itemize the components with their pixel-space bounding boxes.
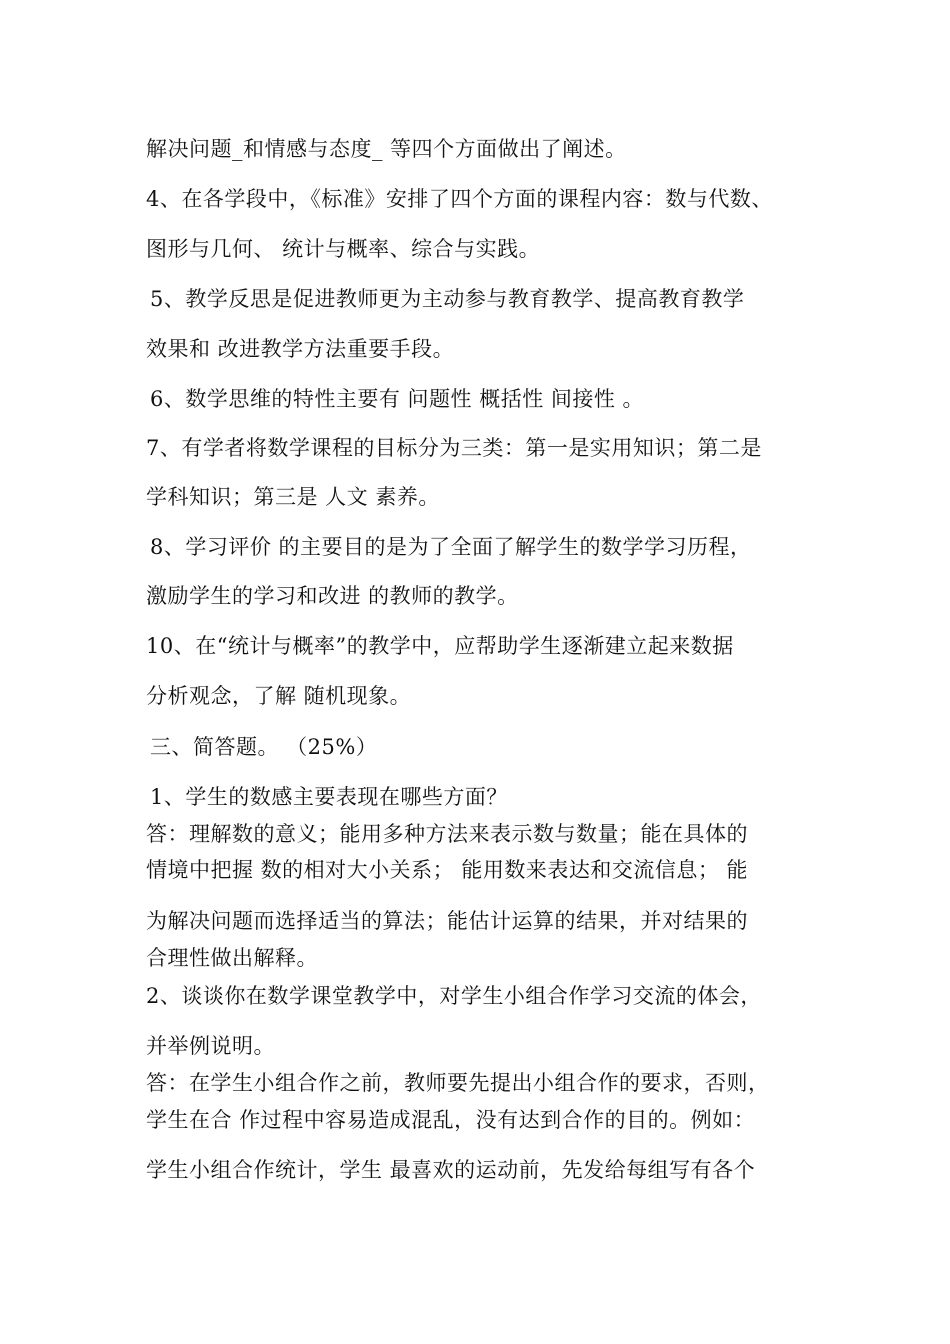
answer-line: 为解决问题而选择适当的算法；能估计运算的结果，并对结果的: [146, 909, 748, 933]
text-line: 激励学生的学习和改进 的教师的教学。: [146, 584, 519, 608]
question-line: 1、学生的数感主要表现在哪些方面？: [150, 785, 508, 809]
text-line: 学科知识；第三是 人文 素养。: [146, 485, 440, 509]
text-line: 6、数学思维的特性主要有 问题性 概括性 间接性 。: [150, 387, 645, 411]
answer-line: 答：在学生小组合作之前，教师要先提出小组合作的要求，否则，: [146, 1071, 770, 1095]
section-heading: 三、简答题。 （25%）: [150, 735, 378, 759]
answer-line: 答：理解数的意义；能用多种方法来表示数与数量；能在具体的: [146, 822, 748, 846]
answer-line: 情境中把握 数的相对大小关系； 能用数来表达和交流信息； 能: [146, 858, 749, 882]
text-line: 图形与几何、 统计与概率、综合与实践。: [146, 237, 541, 261]
text-line: 8、学习评价 的主要目的是为了全面了解学生的数学学习历程，: [150, 535, 752, 559]
text-line: 解决问题_和情感与态度_ 等四个方面做出了阐述。: [146, 137, 627, 161]
answer-line: 学生在合 作过程中容易造成混乱，没有达到合作的目的。例如：: [146, 1108, 756, 1132]
text-line: 分析观念，了解 随机现象。: [146, 684, 412, 708]
text-line: 7、有学者将数学课程的目标分为三类：第一是实用知识；第二是: [146, 436, 762, 460]
question-line: 并举例说明。: [146, 1034, 275, 1058]
text-line: 5、教学反思是促进教师更为主动参与教育教学、提高教育教学: [150, 287, 745, 311]
answer-line: 学生小组合作统计，学生 最喜欢的运动前，先发给每组写有各个: [146, 1158, 756, 1182]
text-line: 4、在各学段中，《标准》安排了四个方面的课程内容：数与代数、: [146, 187, 773, 211]
text-line: 效果和 改进教学方法重要手段。: [146, 337, 455, 361]
question-line: 2、谈谈你在数学课堂教学中，对学生小组合作学习交流的体会，: [146, 984, 762, 1008]
answer-line: 合理性做出解释。: [146, 946, 318, 970]
text-line: 10、在“统计与概率”的教学中，应帮助学生逐渐建立起来数据: [146, 634, 734, 658]
